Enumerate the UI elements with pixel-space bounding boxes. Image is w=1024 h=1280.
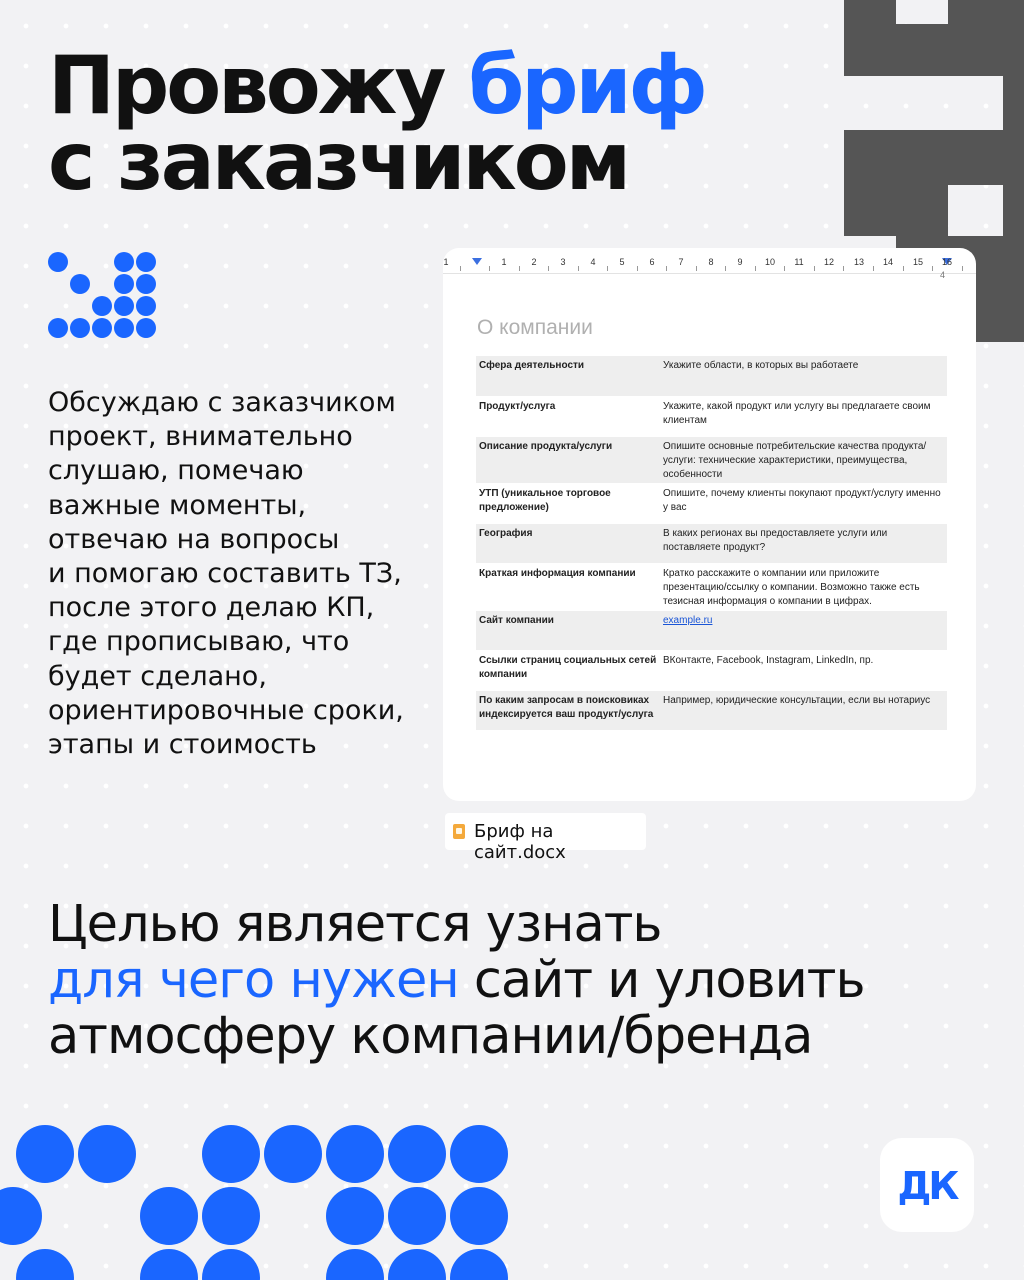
- goal-statement: [48, 897, 865, 1065]
- description-line: важные моменты,: [48, 489, 307, 521]
- description-line: проект, внимательно: [48, 421, 353, 453]
- decorative-dot: [326, 1187, 384, 1245]
- ruler-number: 12: [823, 257, 835, 267]
- brief-question: Описание продукта/услуги: [476, 436, 660, 483]
- brief-question: География: [476, 523, 660, 563]
- description-line: будет сделано,: [48, 660, 267, 692]
- ruler-number: 5: [619, 257, 625, 267]
- document-preview: [443, 248, 976, 801]
- description-line: этапы и стоимость: [48, 729, 317, 761]
- brief-question: По каким запросам в поисковиках индексируется ваш продукт/услуга: [476, 690, 660, 730]
- table-row: [476, 436, 947, 483]
- ruler-number: 8: [708, 257, 714, 267]
- brief-answer: Укажите, какой продукт или услугу вы предлагаете своим клиентам: [660, 396, 947, 436]
- ruler-number: 13: [853, 257, 865, 267]
- brief-answer: Например, юридические консультации, если вы нотариус: [660, 690, 947, 730]
- brand-logo-text: ДК: [897, 1164, 957, 1208]
- brief-question: Сайт компании: [476, 610, 660, 650]
- description-line: где прописываю, что: [48, 626, 350, 658]
- decorative-dot: [264, 1125, 322, 1183]
- description-line: отвечаю на вопросы: [48, 523, 340, 555]
- document-heading: О компании: [477, 316, 593, 339]
- ruler-number: 2: [531, 257, 537, 267]
- decorative-dot: [0, 1187, 42, 1245]
- ruler-number: 14: [882, 257, 894, 267]
- description-line: и помогаю составить ТЗ,: [48, 558, 402, 590]
- pixel-decoration: [948, 0, 1024, 24]
- description-line: слушаю, помечаю: [48, 455, 304, 487]
- table-row: [476, 356, 947, 396]
- title-line-2: с заказчиком: [48, 115, 629, 208]
- ruler-number: 16: [941, 257, 953, 267]
- page-title: [48, 39, 705, 208]
- title-accent: бриф: [468, 39, 705, 132]
- description-line: ориентировочные сроки,: [48, 694, 404, 726]
- brief-answer: [660, 610, 947, 650]
- title-plain: Провожу: [48, 39, 469, 132]
- decorative-dot: [450, 1249, 508, 1280]
- brief-answer: ВКонтакте, Facebook, Instagram, LinkedIn, пр.: [660, 650, 947, 690]
- description-text: [48, 386, 428, 762]
- decorative-dot: [140, 1249, 198, 1280]
- brief-question: Ссылки страниц социальных сетей компании: [476, 650, 660, 690]
- ruler-number: 4: [590, 257, 596, 267]
- brief-answer: Опишите основные потребительские качества продукта/услуги: технические характеристики, преимущества, особенности: [660, 436, 947, 483]
- decorative-dot: [202, 1249, 260, 1280]
- table-row: [476, 523, 947, 563]
- pixel-decoration: [1003, 130, 1024, 236]
- goal-accent: для чего нужен: [48, 951, 459, 1010]
- ruler-number: 6: [649, 257, 655, 267]
- decorative-dot: [326, 1249, 384, 1280]
- ruler-number: 1: [501, 257, 507, 267]
- brief-answer: Укажите области, в которых вы работаете: [660, 356, 947, 396]
- description-line: Обсуждаю с заказчиком: [48, 387, 396, 418]
- brief-answer: В каких регионах вы предоставляете услуги или поставляете продукт?: [660, 523, 947, 563]
- pixel-decoration: [948, 130, 1003, 185]
- decorative-dot: [78, 1125, 136, 1183]
- table-row: [476, 396, 947, 436]
- brief-table: [476, 356, 947, 731]
- decorative-dot: [16, 1125, 74, 1183]
- decorative-dot: [450, 1125, 508, 1183]
- decorative-dot: [140, 1187, 198, 1245]
- brief-answer: Опишите, почему клиенты покупают продукт/услугу именно у вас: [660, 483, 947, 523]
- pixel-decoration: [844, 130, 948, 236]
- document-ruler: [443, 248, 976, 274]
- brief-question: Продукт/услуга: [476, 396, 660, 436]
- goal-line-1: Целью является узнать: [48, 895, 662, 954]
- decorative-dot: [326, 1125, 384, 1183]
- table-row: [476, 483, 947, 523]
- table-row: [476, 650, 947, 690]
- ruler-number: 3: [560, 257, 566, 267]
- ruler-number: 10: [764, 257, 776, 267]
- decorative-dot: [202, 1125, 260, 1183]
- brand-logo-badge: [880, 1138, 974, 1232]
- decorative-dot: [202, 1187, 260, 1245]
- decorative-dot: [388, 1187, 446, 1245]
- brief-question: УТП (уникальное торговое предложение): [476, 483, 660, 523]
- pixel-decoration: [844, 24, 1024, 76]
- ruler-number: 15: [912, 257, 924, 267]
- decorative-dot: [450, 1187, 508, 1245]
- decorative-dot: [388, 1249, 446, 1280]
- ruler-number: 11: [794, 257, 804, 267]
- decorative-dot: [388, 1125, 446, 1183]
- ruler-number: 7: [678, 257, 684, 267]
- ruler-number: 9: [737, 257, 743, 267]
- file-name: Бриф на сайт.docx: [474, 821, 566, 863]
- website-link[interactable]: example.ru: [663, 614, 713, 626]
- brief-question: Краткая информация компании: [476, 563, 660, 610]
- table-row: [476, 563, 947, 610]
- decorative-dot: [16, 1249, 74, 1280]
- page-number: 4: [940, 270, 946, 280]
- brief-answer: Кратко расскажите о компании или приложите презентацию/ссылку о компании. Возможно также есть тезисная информация о компании в цифрах.: [660, 563, 947, 610]
- goal-line-2: сайт и уловить: [458, 951, 865, 1010]
- description-line: после этого делаю КП,: [48, 592, 375, 624]
- indent-marker-left: [472, 258, 482, 265]
- file-attachment[interactable]: [445, 813, 646, 863]
- ruler-number: 1: [443, 257, 449, 267]
- document-icon: [453, 824, 465, 839]
- pixel-decoration: [1003, 76, 1024, 130]
- table-row: [476, 690, 947, 730]
- goal-line-3: атмосферу компании/бренда: [48, 1007, 813, 1066]
- dot-logo: [48, 252, 156, 340]
- table-row: [476, 610, 947, 650]
- brief-question: Сфера деятельности: [476, 356, 660, 396]
